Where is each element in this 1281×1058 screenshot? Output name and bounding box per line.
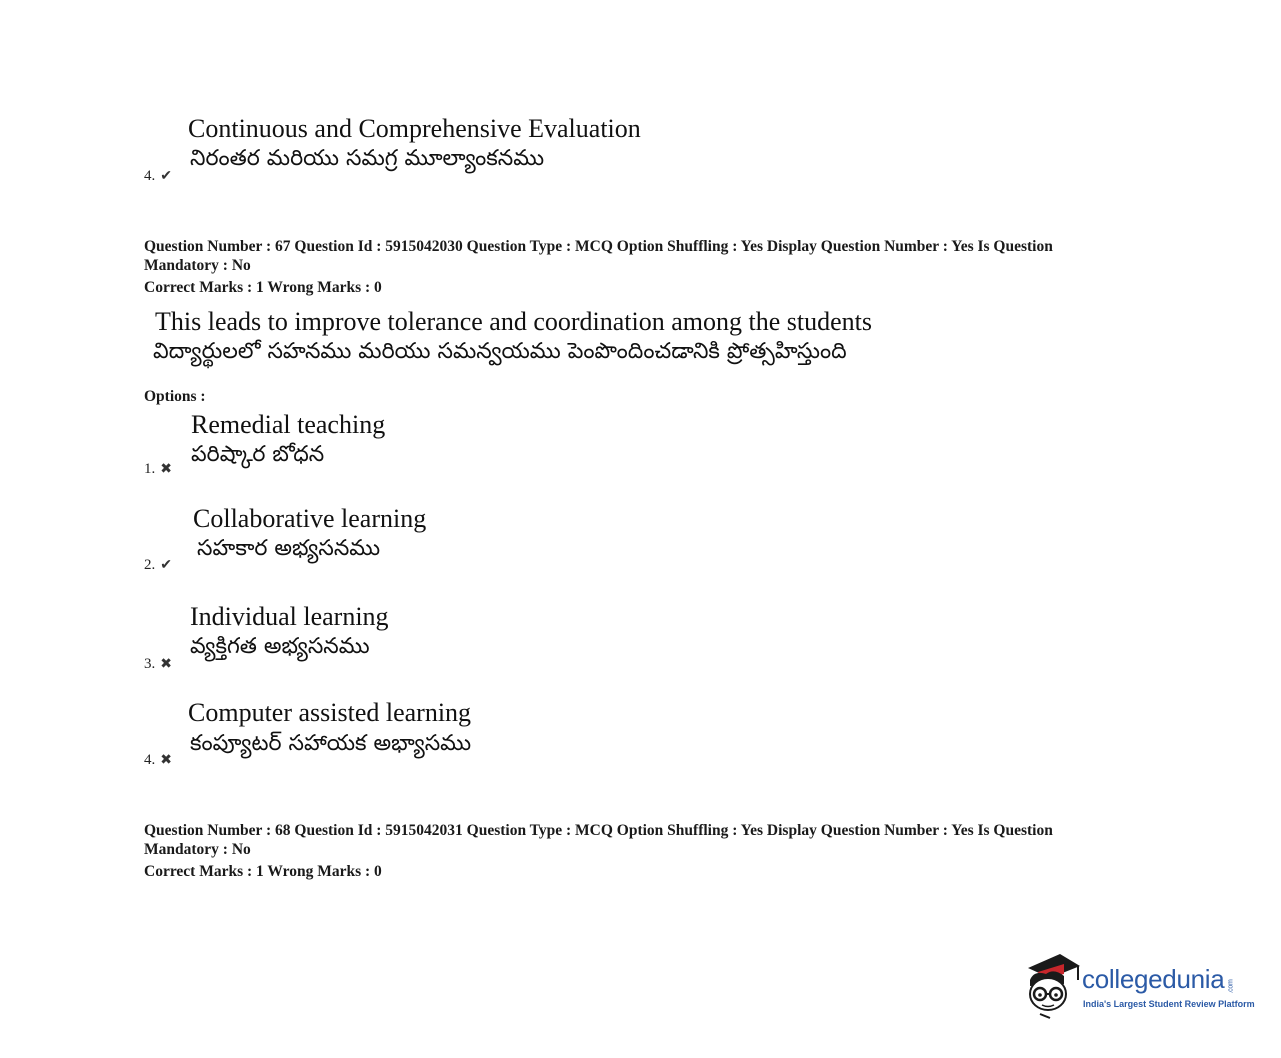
- q67-meta-line1: Question Number : 67 Question Id : 5915042030 Question Type : MCQ Option Shuffling : Yes Display Question Number : Yes Is Question: [144, 238, 1053, 255]
- prev-option-4-english: Continuous and Comprehensive Evaluation: [188, 114, 641, 143]
- cross-icon: ✖: [160, 657, 172, 672]
- option-number: 3.: [144, 656, 156, 672]
- option-number: 2.: [144, 557, 156, 573]
- q67-option-2-number: [144, 557, 172, 574]
- q67-option-3-telugu: వ్యక్తిగత అభ్యసనము: [190, 634, 370, 659]
- option-number: 1.: [144, 461, 156, 477]
- q67-option-1-number: [144, 461, 172, 478]
- graduate-mascot-icon: [1020, 950, 1084, 1020]
- option-number: 4.: [144, 752, 156, 768]
- q67-option-2-english: Collaborative learning: [193, 504, 427, 533]
- q67-meta-line2: Mandatory : No: [144, 257, 251, 274]
- q67-option-3-english: Individual learning: [190, 602, 389, 631]
- q67-option-1-telugu: పరిష్కార బోధన: [191, 442, 325, 467]
- q67-option-2-telugu: సహకార అభ్యసనము: [197, 536, 381, 561]
- q68-meta-line1: Question Number : 68 Question Id : 5915042031 Question Type : MCQ Option Shuffling : Yes Display Question Number : Yes Is Question: [144, 822, 1053, 839]
- option-number: 4.: [144, 168, 156, 184]
- check-icon: ✔: [160, 169, 172, 184]
- q67-option-4-telugu: కంప్యూటర్ సహాయక అభ్యాసము: [190, 731, 472, 756]
- q68-marks: Correct Marks : 1 Wrong Marks : 0: [144, 863, 382, 880]
- q67-option-1-english: Remedial teaching: [191, 410, 386, 439]
- cross-icon: ✖: [160, 753, 172, 768]
- q67-options-label: Options :: [144, 388, 206, 405]
- brand-domain-suffix: .com: [1227, 979, 1235, 994]
- check-icon: ✔: [160, 558, 172, 573]
- q67-marks: Correct Marks : 1 Wrong Marks : 0: [144, 279, 382, 296]
- q67-question-telugu: విద్యార్థులలో సహనము మరియు సమన్వయము పెంపొందించడానికి ప్రోత్సహిస్తుంది: [153, 339, 847, 364]
- prev-option-4-number: [144, 168, 172, 185]
- cross-icon: ✖: [160, 462, 172, 477]
- q67-question-english: This leads to improve tolerance and coordination among the students: [155, 307, 872, 336]
- collegedunia-logo: [1020, 950, 1260, 1022]
- brand-name: collegedunia: [1082, 964, 1225, 994]
- q67-option-4-number: [144, 752, 172, 769]
- q68-meta-line2: Mandatory : No: [144, 841, 251, 858]
- q67-option-3-number: [144, 656, 172, 673]
- q67-option-4-english: Computer assisted learning: [188, 698, 472, 727]
- prev-option-4-telugu: నిరంతర మరియు సమగ్ర మూల్యాంకనము: [190, 146, 545, 171]
- brand-tagline: India's Largest Student Review Platform: [1083, 999, 1255, 1009]
